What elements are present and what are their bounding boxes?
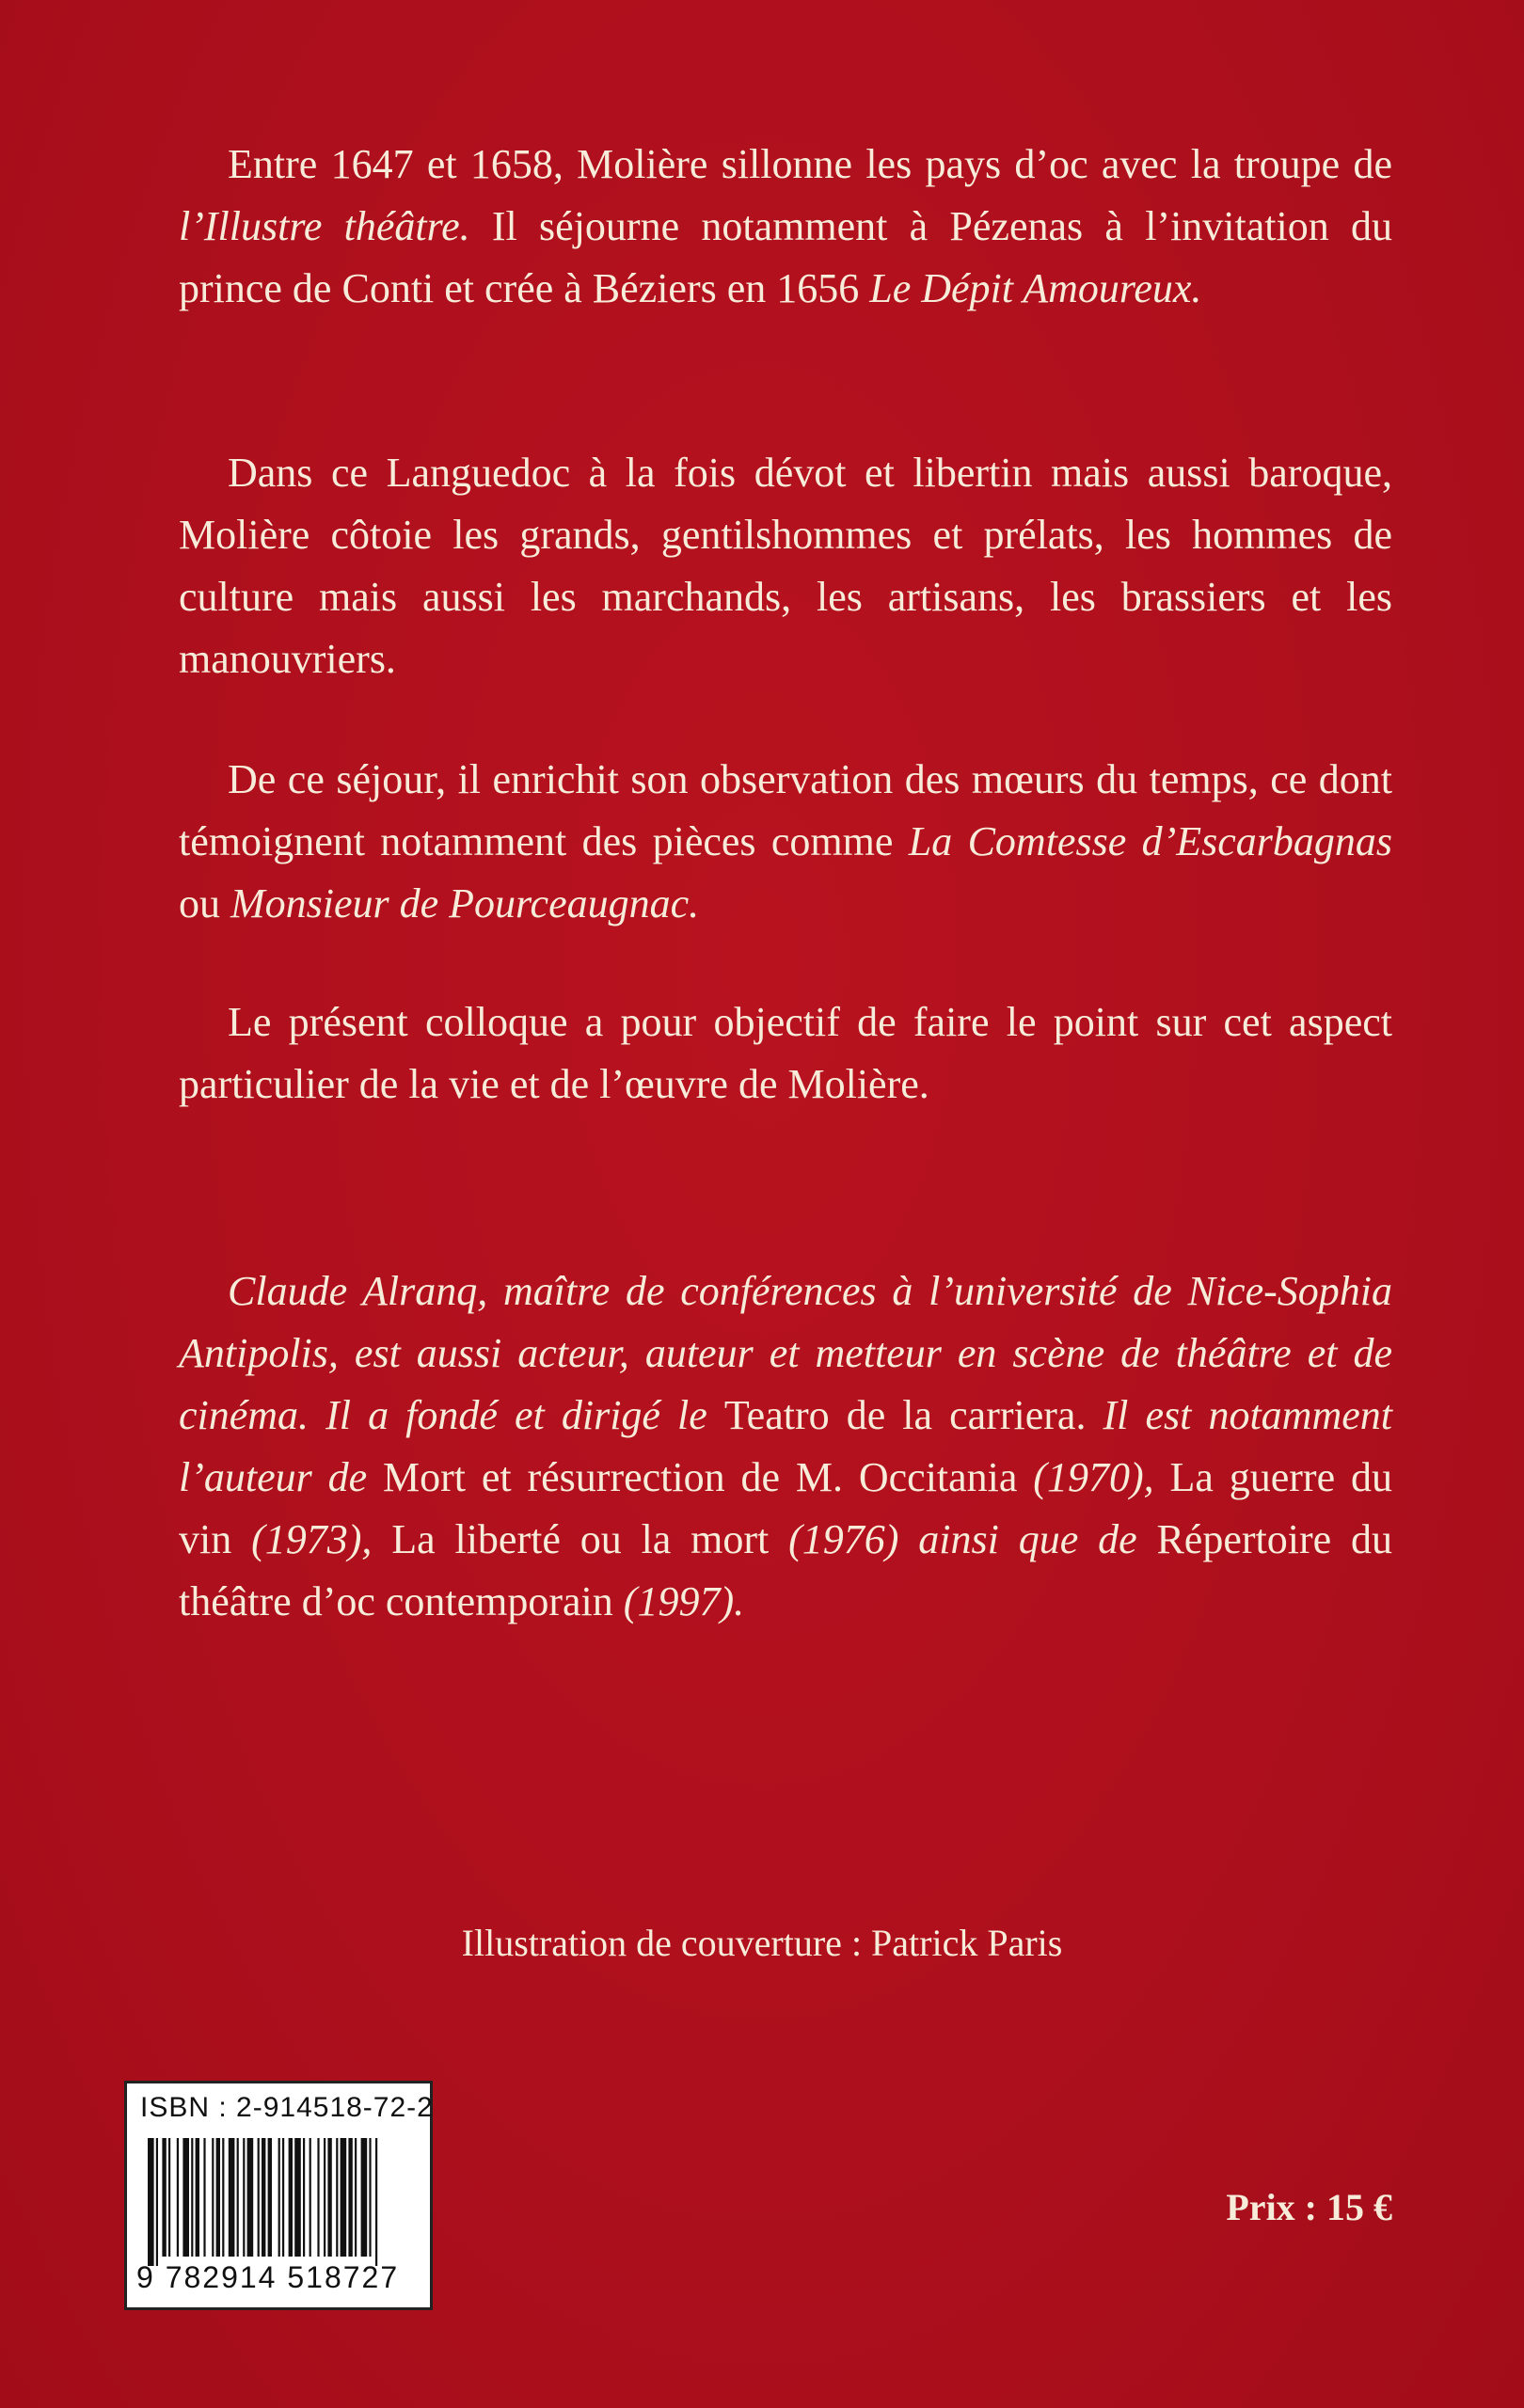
- barcode-bar: [268, 2138, 272, 2257]
- barcode-bar: [183, 2138, 189, 2257]
- bio-seg-8: La liberté ou la mort: [391, 1516, 770, 1562]
- barcode-bar: [212, 2138, 214, 2257]
- bio-seg-1: Claude Alranq, maître de conférences à l’université de Nice-Sophia Antipolis, est aussi acteur, auteur et metteur en scène de théâtre et de cinéma. Il a fondé et dirigé le: [179, 1268, 1392, 1438]
- barcode-bar: [203, 2138, 205, 2257]
- author-bio: [179, 1260, 1392, 1633]
- barcode-bar: [361, 2138, 368, 2257]
- blurb-paragraph-1: [179, 134, 1392, 320]
- bio-seg-3: Il est notamment l’auteur de: [179, 1392, 1392, 1500]
- blurb-1-seg-4: Le Dépit Amoureux.: [869, 265, 1202, 311]
- barcode-bar: [222, 2138, 224, 2257]
- barcode-bar: [162, 2138, 166, 2257]
- blurb-4-seg-1: Le présent colloque a pour objectif de faire le point sur cet aspect particulier de la vie et de l’œuvre de Molière.: [179, 999, 1392, 1107]
- barcode-bar: [243, 2138, 245, 2257]
- isbn-barcode-panel: [124, 2081, 433, 2310]
- barcode-bar: [258, 2138, 260, 2257]
- illustration-credit: Illustration de couverture : Patrick Paris: [461, 1922, 1063, 1964]
- bio-seg-4: Mort et résurrection de M. Occitania: [383, 1454, 1018, 1500]
- blurb-1-seg-1: Entre 1647 et 1658, Molière sillonne les pays d’oc avec la troupe de: [228, 141, 1392, 187]
- blurb-3-seg-4: Monsieur de Pourceaugnac.: [230, 880, 700, 927]
- barcode-bar: [196, 2138, 199, 2257]
- barcode-bar: [216, 2138, 220, 2257]
- bio-seg-10: Répertoire du théâtre d’oc contemporain: [179, 1516, 1392, 1624]
- bio-seg-2: Teatro de la carriera.: [723, 1392, 1087, 1438]
- bio-seg-5: (1970),: [1017, 1454, 1170, 1500]
- barcode-bar: [341, 2138, 347, 2257]
- blurb-3-seg-3: ou: [179, 880, 230, 927]
- barcode-bar: [369, 2138, 371, 2257]
- barcode-bar: [262, 2138, 265, 2257]
- barcode-bar: [317, 2138, 319, 2257]
- ean-digits: 9 782914 518727: [136, 2260, 400, 2294]
- price-label: Prix : 15 €: [1226, 2186, 1392, 2228]
- bio-seg-7: (1973),: [231, 1516, 392, 1562]
- blurb-1-seg-3: Il séjourne notamment à Pézenas à l’invitation du prince de Conti et crée à Béziers en 1656: [179, 203, 1392, 311]
- bio-seg-6: La guerre du vin: [179, 1454, 1392, 1562]
- barcode-bar: [191, 2138, 193, 2257]
- barcode-bar: [148, 2138, 154, 2266]
- blurb-3-seg-2: La Comtesse d’Escarbagnas: [908, 818, 1392, 864]
- blurb-3-seg-1: De ce séjour, il enrichit son observation des mœurs du temps, ce dont témoignent notamment des pièces comme: [179, 756, 1392, 864]
- barcode-bar: [348, 2138, 352, 2257]
- barcode-bar: [229, 2138, 235, 2257]
- barcode-bar: [310, 2138, 311, 2257]
- bio-seg-9: (1976) ainsi que de: [769, 1516, 1157, 1562]
- barcode-bar: [289, 2138, 293, 2257]
- barcode-bar: [294, 2138, 301, 2257]
- barcode-bar: [336, 2138, 338, 2257]
- barcode-bar: [156, 2138, 158, 2266]
- barcode-bar: [168, 2138, 170, 2257]
- isbn-label: ISBN : 2-914518-72-2: [140, 2092, 434, 2123]
- barcode-bar: [282, 2138, 284, 2257]
- blurb-paragraph-4: [179, 991, 1392, 1116]
- barcode-bar: [327, 2138, 331, 2257]
- blurb-paragraph-2: [179, 442, 1392, 690]
- blurb-2-seg-1: Dans ce Languedoc à la fois dévot et libertin mais aussi baroque, Molière côtoie les grands, gentilshommes et prélats, les hommes de culture mais aussi les marchands, les artisans, les brassiers et les manouvriers.: [179, 450, 1392, 682]
- blurb-paragraph-3: [179, 749, 1392, 935]
- barcode-bar: [303, 2138, 305, 2257]
- barcode-bar: [237, 2138, 239, 2257]
- barcode-bar: [177, 2138, 179, 2257]
- blurb-1-seg-2: l’Illustre théâtre.: [179, 203, 470, 249]
- barcode-bar: [278, 2138, 280, 2257]
- barcode-bar: [375, 2138, 377, 2266]
- bio-seg-11: (1997).: [612, 1578, 745, 1624]
- barcode-bar: [247, 2138, 254, 2257]
- barcode-bar: [355, 2138, 357, 2257]
- barcode-bar: [324, 2138, 325, 2257]
- barcode-icon: [148, 2138, 415, 2266]
